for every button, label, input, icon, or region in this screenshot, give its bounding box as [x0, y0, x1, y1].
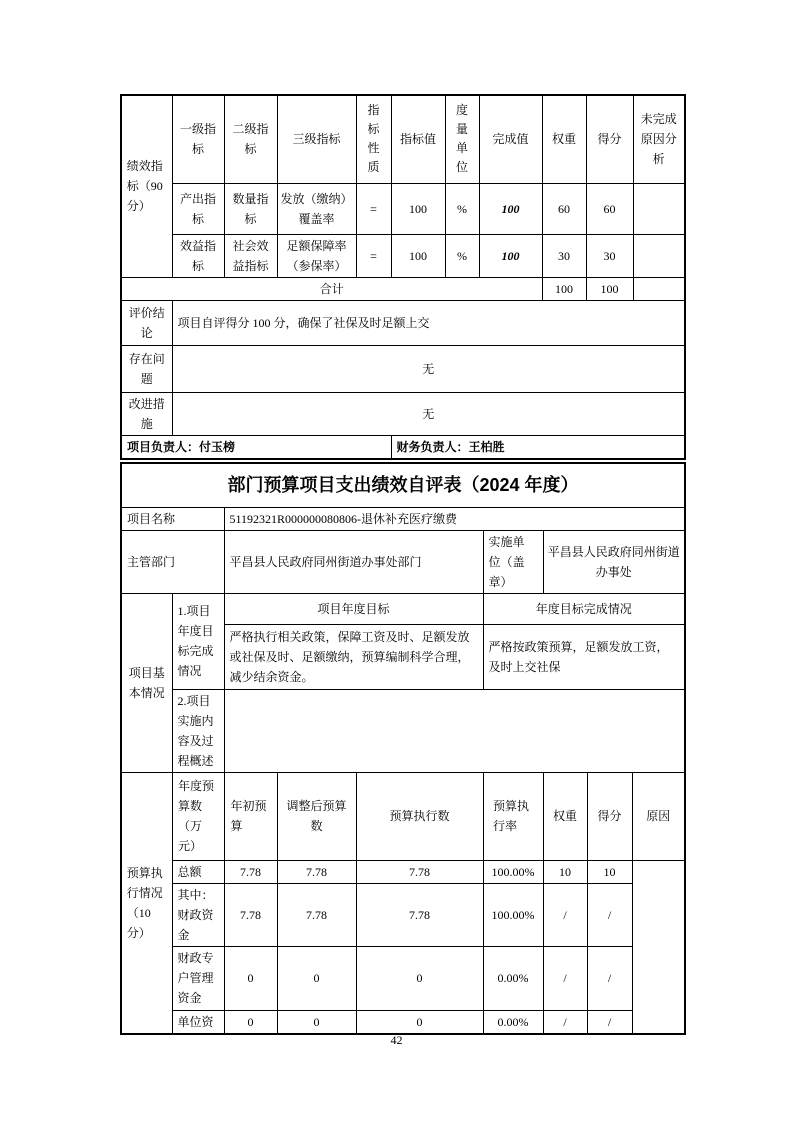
header-weight: 权重: [542, 95, 586, 183]
department-label: 主管部门: [121, 530, 224, 593]
cell-weight: 30: [542, 234, 586, 277]
header-indicator-nature: [356, 95, 391, 183]
annual-goal-text: 严格执行相关政策，保障工资及时、足额发放或社保及时、足额缴纳，预算编制科学合理，减少结余资金。: [224, 624, 483, 689]
budget-header-initial: [224, 772, 277, 860]
budget-score: /: [587, 883, 632, 946]
implement-unit-value: 平昌县人民政府同州街道办事处: [543, 530, 685, 593]
measures-row: [121, 392, 685, 435]
budget-header-reason: 原因: [632, 772, 685, 860]
budget-header-row: [121, 772, 685, 860]
budget-row-special-account: [121, 946, 685, 1010]
budget-header-initial-text: 年初预算: [230, 799, 267, 833]
header-measure-unit-text: 度量单位: [455, 103, 468, 175]
budget-header-adjusted-text: 调整后预算数: [286, 799, 347, 833]
header-target-value: 指标值: [391, 95, 445, 183]
budget-score: 10: [587, 860, 632, 883]
budget-row-total: [121, 860, 685, 883]
header-score: 得分: [586, 95, 633, 183]
header-uncompleted-reason: 未完成原因分析: [633, 95, 685, 183]
cell-nature: =: [356, 234, 391, 277]
budget-initial: 0: [224, 946, 277, 1010]
cell-level1: 产出指标: [172, 183, 224, 234]
total-reason: [633, 277, 685, 300]
budget-row-name-text: 财政专户管理资金: [177, 951, 214, 1005]
budget-executed: 0: [356, 946, 483, 1010]
indicator-row-benefit: [121, 234, 685, 277]
budget-weight: /: [543, 946, 587, 1010]
indicator-row-output: [121, 183, 685, 234]
indicator-header-row: [121, 95, 685, 183]
budget-row-name-text: 其中：财政资金: [177, 887, 214, 942]
cell-nature: =: [356, 183, 391, 234]
budget-executed: 0: [356, 1010, 483, 1034]
cell-unit: %: [445, 234, 479, 277]
title-row: [121, 463, 685, 507]
implementation-text: [224, 689, 685, 772]
cell-unit: %: [445, 183, 479, 234]
budget-initial: 7.78: [224, 860, 277, 883]
goal-row-label: [172, 593, 224, 689]
performance-indicator-table: [120, 94, 686, 460]
implementation-label: [172, 689, 224, 772]
budget-adjusted: 0: [277, 1010, 356, 1034]
goal-row-label-text: 1.项目年度目标完成情况: [177, 604, 214, 678]
budget-header-adjusted: [277, 772, 356, 860]
cell-level2: 数量指标: [224, 183, 277, 234]
budget-header-weight: 权重: [543, 772, 587, 860]
header-level2-indicator: 二级指标: [224, 95, 277, 183]
implementation-label-text: 2.项目实施内容及过程概述: [177, 693, 214, 768]
budget-header-rate-text: 预算执行率: [493, 799, 530, 833]
measures-text: 无: [172, 392, 685, 435]
header-level1-indicator: 一级指标: [172, 95, 224, 183]
budget-weight: /: [543, 883, 587, 946]
budget-row-name: 总额: [172, 860, 224, 883]
problems-text: 无: [172, 345, 685, 392]
cell-level2: 社会效益指标: [224, 234, 277, 277]
budget-row-name: 单位资: [172, 1010, 224, 1034]
goal-completion-text: 严格按政策预算，足额发放工资，及时上交社保: [483, 624, 685, 689]
project-name-label: 项目名称: [121, 507, 224, 530]
budget-score: /: [587, 1010, 632, 1034]
total-score: 100: [586, 277, 633, 300]
budget-row-name: [172, 883, 224, 946]
budget-header-category-text: 年度预算数（万元）: [178, 779, 215, 853]
budget-section-label: [121, 772, 172, 1034]
total-weight: 100: [542, 277, 586, 300]
budget-weight: 10: [543, 860, 587, 883]
cell-target-value: 100: [391, 183, 445, 234]
goal-completion-header: 年度目标完成情况: [483, 593, 685, 624]
department-row: [121, 530, 685, 593]
header-indicator-nature-text: 指标性质: [367, 103, 380, 175]
implement-unit-label: [483, 530, 543, 593]
budget-section-label-text: 预算执行情况（10分）: [126, 865, 163, 940]
budget-adjusted: 7.78: [277, 860, 356, 883]
budget-header-category: [172, 772, 224, 860]
project-name-value: 51192321R000000080806-退休补充医疗缴费: [224, 507, 685, 530]
problems-label: 存在问题: [121, 345, 172, 392]
budget-header-executed: 预算执行数: [356, 772, 483, 860]
budget-header-rate: [483, 772, 543, 860]
budget-initial: 0: [224, 1010, 277, 1034]
cell-completed-value: 100: [479, 183, 542, 234]
budget-adjusted: 7.78: [277, 883, 356, 946]
signature-row: [121, 435, 685, 459]
project-name-row: [121, 507, 685, 530]
conclusion-text: 项目自评得分 100 分，确保了社保及时足额上交: [172, 300, 685, 345]
page-number: 42: [390, 1033, 403, 1047]
cell-reason: [633, 234, 685, 277]
cell-level3: 足额保障率（参保率）: [277, 234, 356, 277]
performance-section-label: [121, 95, 172, 277]
cell-level3: 发放（缴纳）覆盖率: [277, 183, 356, 234]
header-level3-indicator: 三级指标: [277, 95, 356, 183]
cell-level1: 效益指标: [172, 234, 224, 277]
table-title: 部门预算项目支出绩效自评表（2024 年度）: [121, 463, 685, 507]
problems-row: [121, 345, 685, 392]
header-measure-unit: [445, 95, 479, 183]
header-completed-value: 完成值: [479, 95, 542, 183]
conclusion-label: 评价结论: [121, 300, 172, 345]
cell-completed-value: 100: [479, 234, 542, 277]
budget-adjusted: 0: [277, 946, 356, 1010]
measures-label: 改进措施: [121, 392, 172, 435]
budget-reason-cell: [632, 860, 685, 1034]
budget-row-unit-funds: [121, 1010, 685, 1034]
implement-unit-label-text: 实施单位（盖章）: [488, 534, 525, 589]
finance-leader: 财务负责人：王柏胜: [391, 435, 685, 459]
annual-goal-header: 项目年度目标: [224, 593, 483, 624]
basic-info-section-label: 项目基本情况: [121, 593, 172, 772]
budget-rate: 0.00%: [483, 946, 543, 1010]
self-evaluation-table: [120, 462, 686, 1035]
total-row: [121, 277, 685, 300]
budget-rate: 100.00%: [483, 860, 543, 883]
budget-executed: 7.78: [356, 860, 483, 883]
performance-section-label-text: 绩效指标（90分）: [126, 159, 163, 214]
budget-weight: /: [543, 1010, 587, 1034]
budget-row-name: [172, 946, 224, 1010]
budget-executed: 7.78: [356, 883, 483, 946]
cell-target-value: 100: [391, 234, 445, 277]
cell-reason: [633, 183, 685, 234]
conclusion-row: [121, 300, 685, 345]
project-leader: 项目负责人：付玉榜: [121, 435, 391, 459]
department-value: 平昌县人民政府同州街道办事处部门: [224, 530, 483, 593]
budget-rate: 0.00%: [483, 1010, 543, 1034]
cell-score: 30: [586, 234, 633, 277]
budget-row-fiscal: [121, 883, 685, 946]
budget-initial: 7.78: [224, 883, 277, 946]
cell-weight: 60: [542, 183, 586, 234]
total-label: 合计: [121, 277, 542, 300]
goal-header-row: [121, 593, 685, 624]
budget-rate: 100.00%: [483, 883, 543, 946]
implementation-row: [121, 689, 685, 772]
budget-header-score: 得分: [587, 772, 632, 860]
cell-score: 60: [586, 183, 633, 234]
budget-score: /: [587, 946, 632, 1010]
